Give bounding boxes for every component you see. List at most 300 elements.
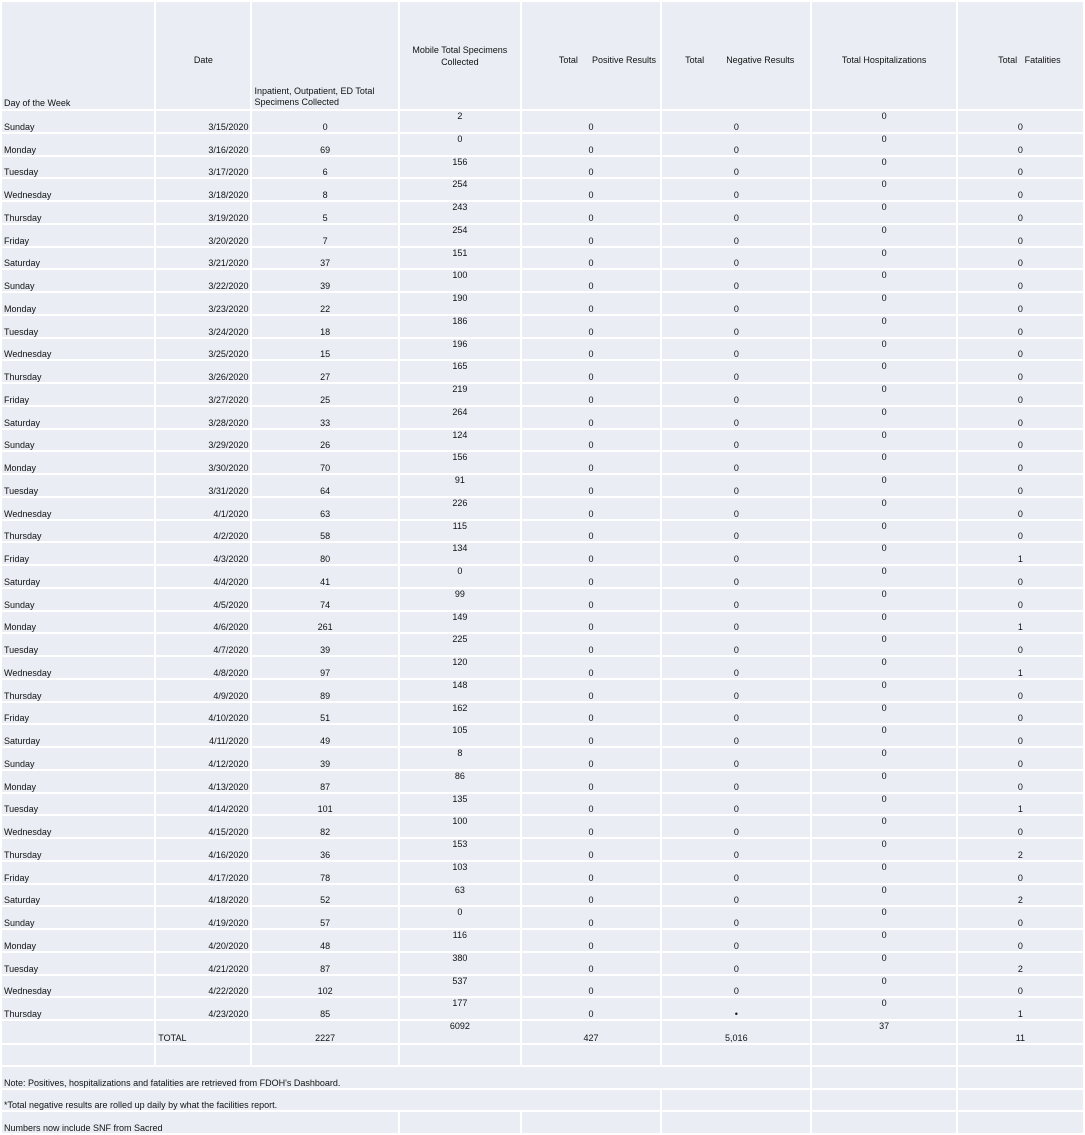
- inpatient-specimens-cell[interactable]: 6: [252, 157, 397, 178]
- inpatient-specimens-cell[interactable]: 27: [252, 361, 397, 382]
- negative-results-cell[interactable]: 0: [662, 157, 810, 178]
- date-cell[interactable]: 4/9/2020: [156, 680, 250, 701]
- fatalities-cell[interactable]: 2: [958, 839, 1083, 860]
- inpatient-specimens-cell[interactable]: 18: [252, 316, 397, 337]
- fatalities-cell[interactable]: 0: [958, 748, 1083, 769]
- day-cell[interactable]: Monday: [2, 293, 154, 314]
- hospitalizations-cell[interactable]: 0: [812, 885, 955, 906]
- note-text[interactable]: Numbers now include SNF from Sacred: [2, 1112, 398, 1133]
- negative-results-cell[interactable]: 0: [662, 430, 810, 451]
- hospitalizations-cell[interactable]: 0: [812, 111, 955, 132]
- mobile-specimens-cell[interactable]: 8: [400, 748, 520, 769]
- negative-results-cell[interactable]: 0: [662, 407, 810, 428]
- positive-results-cell[interactable]: 0: [522, 862, 660, 883]
- hospitalizations-cell[interactable]: 0: [812, 816, 955, 837]
- positive-results-cell[interactable]: 0: [522, 293, 660, 314]
- inpatient-specimens-cell[interactable]: 0: [252, 111, 397, 132]
- fatalities-cell[interactable]: 0: [958, 339, 1083, 360]
- hospitalizations-cell[interactable]: 0: [812, 680, 955, 701]
- mobile-specimens-cell[interactable]: 99: [400, 589, 520, 610]
- header-positive-results[interactable]: [522, 2, 660, 109]
- date-cell[interactable]: 4/18/2020: [156, 885, 250, 906]
- inpatient-specimens-cell[interactable]: 51: [252, 703, 397, 724]
- mobile-specimens-cell[interactable]: 120: [400, 657, 520, 678]
- hospitalizations-cell[interactable]: 0: [812, 361, 955, 382]
- mobile-specimens-cell[interactable]: 380: [400, 953, 520, 974]
- mobile-specimens-cell[interactable]: 149: [400, 612, 520, 633]
- negative-results-cell[interactable]: 0: [662, 521, 810, 542]
- empty-cell[interactable]: [958, 1090, 1083, 1111]
- hospitalizations-cell[interactable]: 0: [812, 134, 955, 155]
- inpatient-specimens-cell[interactable]: 82: [252, 816, 397, 837]
- mobile-specimens-cell[interactable]: 105: [400, 725, 520, 746]
- date-cell[interactable]: 4/12/2020: [156, 748, 250, 769]
- positive-results-cell[interactable]: 0: [522, 270, 660, 291]
- positive-results-cell[interactable]: 0: [522, 498, 660, 519]
- day-cell[interactable]: Saturday: [2, 725, 154, 746]
- date-cell[interactable]: 4/17/2020: [156, 862, 250, 883]
- day-cell[interactable]: Monday: [2, 134, 154, 155]
- date-cell[interactable]: 3/21/2020: [156, 248, 250, 269]
- negative-results-cell[interactable]: 0: [662, 725, 810, 746]
- date-cell[interactable]: 4/13/2020: [156, 771, 250, 792]
- inpatient-specimens-cell[interactable]: 22: [252, 293, 397, 314]
- positive-results-cell[interactable]: 0: [522, 589, 660, 610]
- positive-results-cell[interactable]: 0: [522, 612, 660, 633]
- mobile-specimens-cell[interactable]: 537: [400, 976, 520, 997]
- date-cell[interactable]: 3/25/2020: [156, 339, 250, 360]
- day-cell[interactable]: Sunday: [2, 430, 154, 451]
- day-cell[interactable]: Thursday: [2, 202, 154, 223]
- negative-results-cell[interactable]: •: [662, 998, 810, 1019]
- header-hospitalizations[interactable]: Total Hospitalizations: [812, 2, 955, 109]
- mobile-specimens-cell[interactable]: 2: [400, 111, 520, 132]
- positive-results-cell[interactable]: 0: [522, 566, 660, 587]
- inpatient-specimens-cell[interactable]: 25: [252, 384, 397, 405]
- positive-results-cell[interactable]: 0: [522, 384, 660, 405]
- negative-results-cell[interactable]: 0: [662, 748, 810, 769]
- inpatient-specimens-cell[interactable]: 97: [252, 657, 397, 678]
- day-cell[interactable]: Saturday: [2, 248, 154, 269]
- empty-cell[interactable]: [522, 1112, 660, 1133]
- day-cell[interactable]: Tuesday: [2, 475, 154, 496]
- mobile-specimens-cell[interactable]: 177: [400, 998, 520, 1019]
- day-cell[interactable]: Wednesday: [2, 498, 154, 519]
- empty-cell[interactable]: [812, 1112, 955, 1133]
- fatalities-cell[interactable]: 0: [958, 361, 1083, 382]
- day-cell[interactable]: Tuesday: [2, 316, 154, 337]
- inpatient-specimens-cell[interactable]: 89: [252, 680, 397, 701]
- mobile-specimens-cell[interactable]: 264: [400, 407, 520, 428]
- inpatient-specimens-cell[interactable]: 58: [252, 521, 397, 542]
- positive-results-cell[interactable]: 0: [522, 361, 660, 382]
- hospitalizations-cell[interactable]: 0: [812, 157, 955, 178]
- negative-results-cell[interactable]: 0: [662, 589, 810, 610]
- fatalities-cell[interactable]: 0: [958, 771, 1083, 792]
- mobile-specimens-cell[interactable]: 0: [400, 134, 520, 155]
- day-cell[interactable]: Tuesday: [2, 953, 154, 974]
- mobile-specimens-cell[interactable]: 243: [400, 202, 520, 223]
- totals-empty-cell[interactable]: [2, 1021, 154, 1043]
- hospitalizations-cell[interactable]: 0: [812, 566, 955, 587]
- day-cell[interactable]: Thursday: [2, 839, 154, 860]
- hospitalizations-cell[interactable]: 0: [812, 703, 955, 724]
- positive-results-cell[interactable]: 0: [522, 907, 660, 928]
- day-cell[interactable]: Thursday: [2, 521, 154, 542]
- date-cell[interactable]: 4/1/2020: [156, 498, 250, 519]
- mobile-specimens-cell[interactable]: 148: [400, 680, 520, 701]
- mobile-specimens-cell[interactable]: 165: [400, 361, 520, 382]
- note-text[interactable]: Note: Positives, hospitalizations and fatalities are retrieved from FDOH's Dashboard.: [2, 1067, 810, 1088]
- empty-cell[interactable]: [812, 1090, 955, 1111]
- empty-cell[interactable]: [400, 1045, 520, 1065]
- date-cell[interactable]: 4/10/2020: [156, 703, 250, 724]
- negative-results-cell[interactable]: 0: [662, 384, 810, 405]
- hospitalizations-cell[interactable]: 0: [812, 794, 955, 815]
- hospitalizations-cell[interactable]: 0: [812, 839, 955, 860]
- date-cell[interactable]: 4/23/2020: [156, 998, 250, 1019]
- positive-results-cell[interactable]: 0: [522, 839, 660, 860]
- inpatient-specimens-cell[interactable]: 37: [252, 248, 397, 269]
- mobile-specimens-cell[interactable]: 226: [400, 498, 520, 519]
- positive-results-cell[interactable]: 0: [522, 134, 660, 155]
- header-negative-results[interactable]: [662, 2, 810, 109]
- mobile-specimens-cell[interactable]: 186: [400, 316, 520, 337]
- fatalities-cell[interactable]: 0: [958, 270, 1083, 291]
- inpatient-specimens-cell[interactable]: 39: [252, 634, 397, 655]
- inpatient-specimens-cell[interactable]: 39: [252, 270, 397, 291]
- negative-results-cell[interactable]: 0: [662, 634, 810, 655]
- positive-results-cell[interactable]: 0: [522, 407, 660, 428]
- fatalities-cell[interactable]: 0: [958, 316, 1083, 337]
- mobile-specimens-cell[interactable]: 254: [400, 179, 520, 200]
- day-cell[interactable]: Sunday: [2, 907, 154, 928]
- day-cell[interactable]: Thursday: [2, 361, 154, 382]
- hospitalizations-cell[interactable]: 0: [812, 543, 955, 564]
- negative-results-cell[interactable]: 0: [662, 270, 810, 291]
- inpatient-specimens-cell[interactable]: 33: [252, 407, 397, 428]
- day-cell[interactable]: Wednesday: [2, 179, 154, 200]
- negative-results-cell[interactable]: 0: [662, 657, 810, 678]
- mobile-specimens-cell[interactable]: 100: [400, 270, 520, 291]
- positive-results-cell[interactable]: 0: [522, 816, 660, 837]
- inpatient-specimens-cell[interactable]: 64: [252, 475, 397, 496]
- inpatient-specimens-cell[interactable]: 49: [252, 725, 397, 746]
- negative-results-cell[interactable]: 0: [662, 862, 810, 883]
- day-cell[interactable]: Friday: [2, 543, 154, 564]
- day-cell[interactable]: Monday: [2, 771, 154, 792]
- fatalities-cell[interactable]: 0: [958, 475, 1083, 496]
- hospitalizations-cell[interactable]: 0: [812, 976, 955, 997]
- fatalities-cell[interactable]: 1: [958, 794, 1083, 815]
- date-cell[interactable]: 3/19/2020: [156, 202, 250, 223]
- date-cell[interactable]: 3/16/2020: [156, 134, 250, 155]
- day-cell[interactable]: Saturday: [2, 407, 154, 428]
- hospitalizations-cell[interactable]: 0: [812, 521, 955, 542]
- fatalities-cell[interactable]: 0: [958, 862, 1083, 883]
- date-cell[interactable]: 4/14/2020: [156, 794, 250, 815]
- positive-results-cell[interactable]: 0: [522, 157, 660, 178]
- negative-results-cell[interactable]: 0: [662, 953, 810, 974]
- empty-cell[interactable]: [662, 1112, 810, 1133]
- positive-results-cell[interactable]: 0: [522, 680, 660, 701]
- hospitalizations-cell[interactable]: 0: [812, 248, 955, 269]
- positive-results-cell[interactable]: 0: [522, 202, 660, 223]
- totals-label[interactable]: TOTAL: [156, 1021, 250, 1043]
- negative-results-cell[interactable]: 0: [662, 794, 810, 815]
- date-cell[interactable]: 4/21/2020: [156, 953, 250, 974]
- day-cell[interactable]: Wednesday: [2, 657, 154, 678]
- fatalities-cell[interactable]: 0: [958, 589, 1083, 610]
- empty-cell[interactable]: [662, 1045, 810, 1065]
- fatalities-cell[interactable]: 0: [958, 452, 1083, 473]
- hospitalizations-cell[interactable]: 0: [812, 589, 955, 610]
- negative-results-cell[interactable]: 0: [662, 543, 810, 564]
- fatalities-cell[interactable]: 1: [958, 612, 1083, 633]
- date-cell[interactable]: 4/2/2020: [156, 521, 250, 542]
- fatalities-cell[interactable]: 0: [958, 725, 1083, 746]
- date-cell[interactable]: 3/31/2020: [156, 475, 250, 496]
- hospitalizations-cell[interactable]: 0: [812, 316, 955, 337]
- day-cell[interactable]: Saturday: [2, 566, 154, 587]
- hospitalizations-cell[interactable]: 0: [812, 907, 955, 928]
- negative-results-cell[interactable]: 0: [662, 248, 810, 269]
- fatalities-cell[interactable]: 0: [958, 703, 1083, 724]
- date-cell[interactable]: 3/29/2020: [156, 430, 250, 451]
- fatalities-cell[interactable]: 0: [958, 202, 1083, 223]
- negative-results-cell[interactable]: 0: [662, 475, 810, 496]
- hospitalizations-cell[interactable]: 0: [812, 339, 955, 360]
- date-cell[interactable]: 4/22/2020: [156, 976, 250, 997]
- inpatient-specimens-cell[interactable]: 63: [252, 498, 397, 519]
- positive-results-cell[interactable]: 0: [522, 634, 660, 655]
- negative-results-cell[interactable]: 0: [662, 566, 810, 587]
- empty-cell[interactable]: [958, 1067, 1083, 1088]
- fatalities-cell[interactable]: 2: [958, 885, 1083, 906]
- day-cell[interactable]: Tuesday: [2, 157, 154, 178]
- fatalities-cell[interactable]: 0: [958, 248, 1083, 269]
- mobile-specimens-cell[interactable]: 116: [400, 930, 520, 951]
- fatalities-cell[interactable]: 0: [958, 498, 1083, 519]
- negative-results-cell[interactable]: 0: [662, 930, 810, 951]
- fatalities-cell[interactable]: 0: [958, 566, 1083, 587]
- day-cell[interactable]: Tuesday: [2, 634, 154, 655]
- day-cell[interactable]: Friday: [2, 703, 154, 724]
- inpatient-specimens-cell[interactable]: 15: [252, 339, 397, 360]
- negative-results-cell[interactable]: 0: [662, 771, 810, 792]
- negative-results-cell[interactable]: 0: [662, 293, 810, 314]
- note-text[interactable]: *Total negative results are rolled up daily by what the facilities report.: [2, 1090, 660, 1111]
- mobile-specimens-cell[interactable]: 225: [400, 634, 520, 655]
- inpatient-specimens-cell[interactable]: 78: [252, 862, 397, 883]
- mobile-specimens-cell[interactable]: 219: [400, 384, 520, 405]
- inpatient-specimens-cell[interactable]: 36: [252, 839, 397, 860]
- header-day-of-week[interactable]: Day of the Week: [2, 2, 154, 109]
- positive-results-cell[interactable]: 0: [522, 179, 660, 200]
- fatalities-cell[interactable]: 0: [958, 179, 1083, 200]
- hospitalizations-cell[interactable]: 0: [812, 953, 955, 974]
- inpatient-specimens-cell[interactable]: 85: [252, 998, 397, 1019]
- date-cell[interactable]: 4/3/2020: [156, 543, 250, 564]
- hospitalizations-cell[interactable]: 0: [812, 475, 955, 496]
- inpatient-specimens-cell[interactable]: 261: [252, 612, 397, 633]
- mobile-specimens-cell[interactable]: 124: [400, 430, 520, 451]
- negative-results-cell[interactable]: 0: [662, 816, 810, 837]
- negative-results-cell[interactable]: 0: [662, 202, 810, 223]
- negative-results-cell[interactable]: 0: [662, 498, 810, 519]
- total-positive-results[interactable]: 427: [522, 1021, 660, 1043]
- mobile-specimens-cell[interactable]: 0: [400, 566, 520, 587]
- fatalities-cell[interactable]: 0: [958, 816, 1083, 837]
- mobile-specimens-cell[interactable]: 156: [400, 157, 520, 178]
- positive-results-cell[interactable]: 0: [522, 953, 660, 974]
- date-cell[interactable]: 3/18/2020: [156, 179, 250, 200]
- hospitalizations-cell[interactable]: 0: [812, 725, 955, 746]
- date-cell[interactable]: 4/15/2020: [156, 816, 250, 837]
- inpatient-specimens-cell[interactable]: 7: [252, 225, 397, 246]
- day-cell[interactable]: Wednesday: [2, 339, 154, 360]
- date-cell[interactable]: 3/20/2020: [156, 225, 250, 246]
- inpatient-specimens-cell[interactable]: 39: [252, 748, 397, 769]
- positive-results-cell[interactable]: 0: [522, 657, 660, 678]
- day-cell[interactable]: Sunday: [2, 270, 154, 291]
- negative-results-cell[interactable]: 0: [662, 612, 810, 633]
- day-cell[interactable]: Monday: [2, 452, 154, 473]
- hospitalizations-cell[interactable]: 0: [812, 430, 955, 451]
- empty-cell[interactable]: [400, 1112, 520, 1133]
- positive-results-cell[interactable]: 0: [522, 225, 660, 246]
- day-cell[interactable]: Tuesday: [2, 794, 154, 815]
- inpatient-specimens-cell[interactable]: 87: [252, 771, 397, 792]
- inpatient-specimens-cell[interactable]: 26: [252, 430, 397, 451]
- date-cell[interactable]: 4/20/2020: [156, 930, 250, 951]
- header-inpatient-specimens[interactable]: Inpatient, Outpatient, ED Total Specimens Collected: [252, 2, 397, 109]
- hospitalizations-cell[interactable]: 0: [812, 407, 955, 428]
- hospitalizations-cell[interactable]: 0: [812, 293, 955, 314]
- inpatient-specimens-cell[interactable]: 102: [252, 976, 397, 997]
- date-cell[interactable]: 3/15/2020: [156, 111, 250, 132]
- fatalities-cell[interactable]: 0: [958, 430, 1083, 451]
- fatalities-cell[interactable]: 0: [958, 384, 1083, 405]
- day-cell[interactable]: Wednesday: [2, 816, 154, 837]
- hospitalizations-cell[interactable]: 0: [812, 270, 955, 291]
- mobile-specimens-cell[interactable]: 86: [400, 771, 520, 792]
- mobile-specimens-cell[interactable]: 156: [400, 452, 520, 473]
- inpatient-specimens-cell[interactable]: 52: [252, 885, 397, 906]
- positive-results-cell[interactable]: 0: [522, 430, 660, 451]
- fatalities-cell[interactable]: 1: [958, 998, 1083, 1019]
- inpatient-specimens-cell[interactable]: 69: [252, 134, 397, 155]
- header-fatalities[interactable]: Total Fatalities: [958, 2, 1083, 109]
- negative-results-cell[interactable]: 0: [662, 339, 810, 360]
- positive-results-cell[interactable]: 0: [522, 248, 660, 269]
- inpatient-specimens-cell[interactable]: 41: [252, 566, 397, 587]
- mobile-specimens-cell[interactable]: 254: [400, 225, 520, 246]
- hospitalizations-cell[interactable]: 0: [812, 384, 955, 405]
- fatalities-cell[interactable]: 0: [958, 521, 1083, 542]
- day-cell[interactable]: Wednesday: [2, 976, 154, 997]
- total-mobile-specimens[interactable]: 6092: [400, 1021, 520, 1043]
- negative-results-cell[interactable]: 0: [662, 885, 810, 906]
- day-cell[interactable]: Friday: [2, 862, 154, 883]
- day-cell[interactable]: Sunday: [2, 589, 154, 610]
- date-cell[interactable]: 3/17/2020: [156, 157, 250, 178]
- total-hospitalizations[interactable]: 37: [812, 1021, 955, 1043]
- hospitalizations-cell[interactable]: 0: [812, 930, 955, 951]
- date-cell[interactable]: 3/28/2020: [156, 407, 250, 428]
- empty-cell[interactable]: [812, 1067, 955, 1088]
- date-cell[interactable]: 4/6/2020: [156, 612, 250, 633]
- inpatient-specimens-cell[interactable]: 48: [252, 930, 397, 951]
- fatalities-cell[interactable]: 2: [958, 953, 1083, 974]
- negative-results-cell[interactable]: 0: [662, 179, 810, 200]
- total-inpatient-specimens[interactable]: 2227: [252, 1021, 397, 1043]
- hospitalizations-cell[interactable]: 0: [812, 862, 955, 883]
- fatalities-cell[interactable]: 0: [958, 134, 1083, 155]
- day-cell[interactable]: Monday: [2, 930, 154, 951]
- negative-results-cell[interactable]: 0: [662, 839, 810, 860]
- fatalities-cell[interactable]: 0: [958, 907, 1083, 928]
- date-cell[interactable]: 4/19/2020: [156, 907, 250, 928]
- mobile-specimens-cell[interactable]: 196: [400, 339, 520, 360]
- positive-results-cell[interactable]: 0: [522, 543, 660, 564]
- empty-cell[interactable]: [522, 1045, 660, 1065]
- inpatient-specimens-cell[interactable]: 74: [252, 589, 397, 610]
- date-cell[interactable]: 4/11/2020: [156, 725, 250, 746]
- total-negative-results[interactable]: 5,016: [662, 1021, 810, 1043]
- positive-results-cell[interactable]: 0: [522, 703, 660, 724]
- day-cell[interactable]: Thursday: [2, 998, 154, 1019]
- positive-results-cell[interactable]: 0: [522, 475, 660, 496]
- mobile-specimens-cell[interactable]: 91: [400, 475, 520, 496]
- hospitalizations-cell[interactable]: 0: [812, 612, 955, 633]
- empty-cell[interactable]: [662, 1090, 810, 1111]
- fatalities-cell[interactable]: 0: [958, 157, 1083, 178]
- day-cell[interactable]: Friday: [2, 225, 154, 246]
- hospitalizations-cell[interactable]: 0: [812, 498, 955, 519]
- positive-results-cell[interactable]: 0: [522, 725, 660, 746]
- hospitalizations-cell[interactable]: 0: [812, 179, 955, 200]
- inpatient-specimens-cell[interactable]: 8: [252, 179, 397, 200]
- date-cell[interactable]: 4/7/2020: [156, 634, 250, 655]
- positive-results-cell[interactable]: 0: [522, 521, 660, 542]
- negative-results-cell[interactable]: 0: [662, 452, 810, 473]
- fatalities-cell[interactable]: 1: [958, 543, 1083, 564]
- positive-results-cell[interactable]: 0: [522, 316, 660, 337]
- fatalities-cell[interactable]: 0: [958, 680, 1083, 701]
- fatalities-cell[interactable]: 0: [958, 634, 1083, 655]
- date-cell[interactable]: 3/27/2020: [156, 384, 250, 405]
- empty-cell[interactable]: [958, 1112, 1083, 1133]
- empty-cell[interactable]: [958, 1045, 1083, 1065]
- mobile-specimens-cell[interactable]: 100: [400, 816, 520, 837]
- positive-results-cell[interactable]: 0: [522, 452, 660, 473]
- fatalities-cell[interactable]: 0: [958, 930, 1083, 951]
- fatalities-cell[interactable]: 0: [958, 976, 1083, 997]
- empty-cell[interactable]: [2, 1045, 154, 1065]
- mobile-specimens-cell[interactable]: 134: [400, 543, 520, 564]
- positive-results-cell[interactable]: 0: [522, 339, 660, 360]
- inpatient-specimens-cell[interactable]: 80: [252, 543, 397, 564]
- negative-results-cell[interactable]: 0: [662, 976, 810, 997]
- day-cell[interactable]: Saturday: [2, 885, 154, 906]
- negative-results-cell[interactable]: 0: [662, 225, 810, 246]
- date-cell[interactable]: 4/5/2020: [156, 589, 250, 610]
- inpatient-specimens-cell[interactable]: 57: [252, 907, 397, 928]
- date-cell[interactable]: 3/23/2020: [156, 293, 250, 314]
- mobile-specimens-cell[interactable]: 63: [400, 885, 520, 906]
- inpatient-specimens-cell[interactable]: 5: [252, 202, 397, 223]
